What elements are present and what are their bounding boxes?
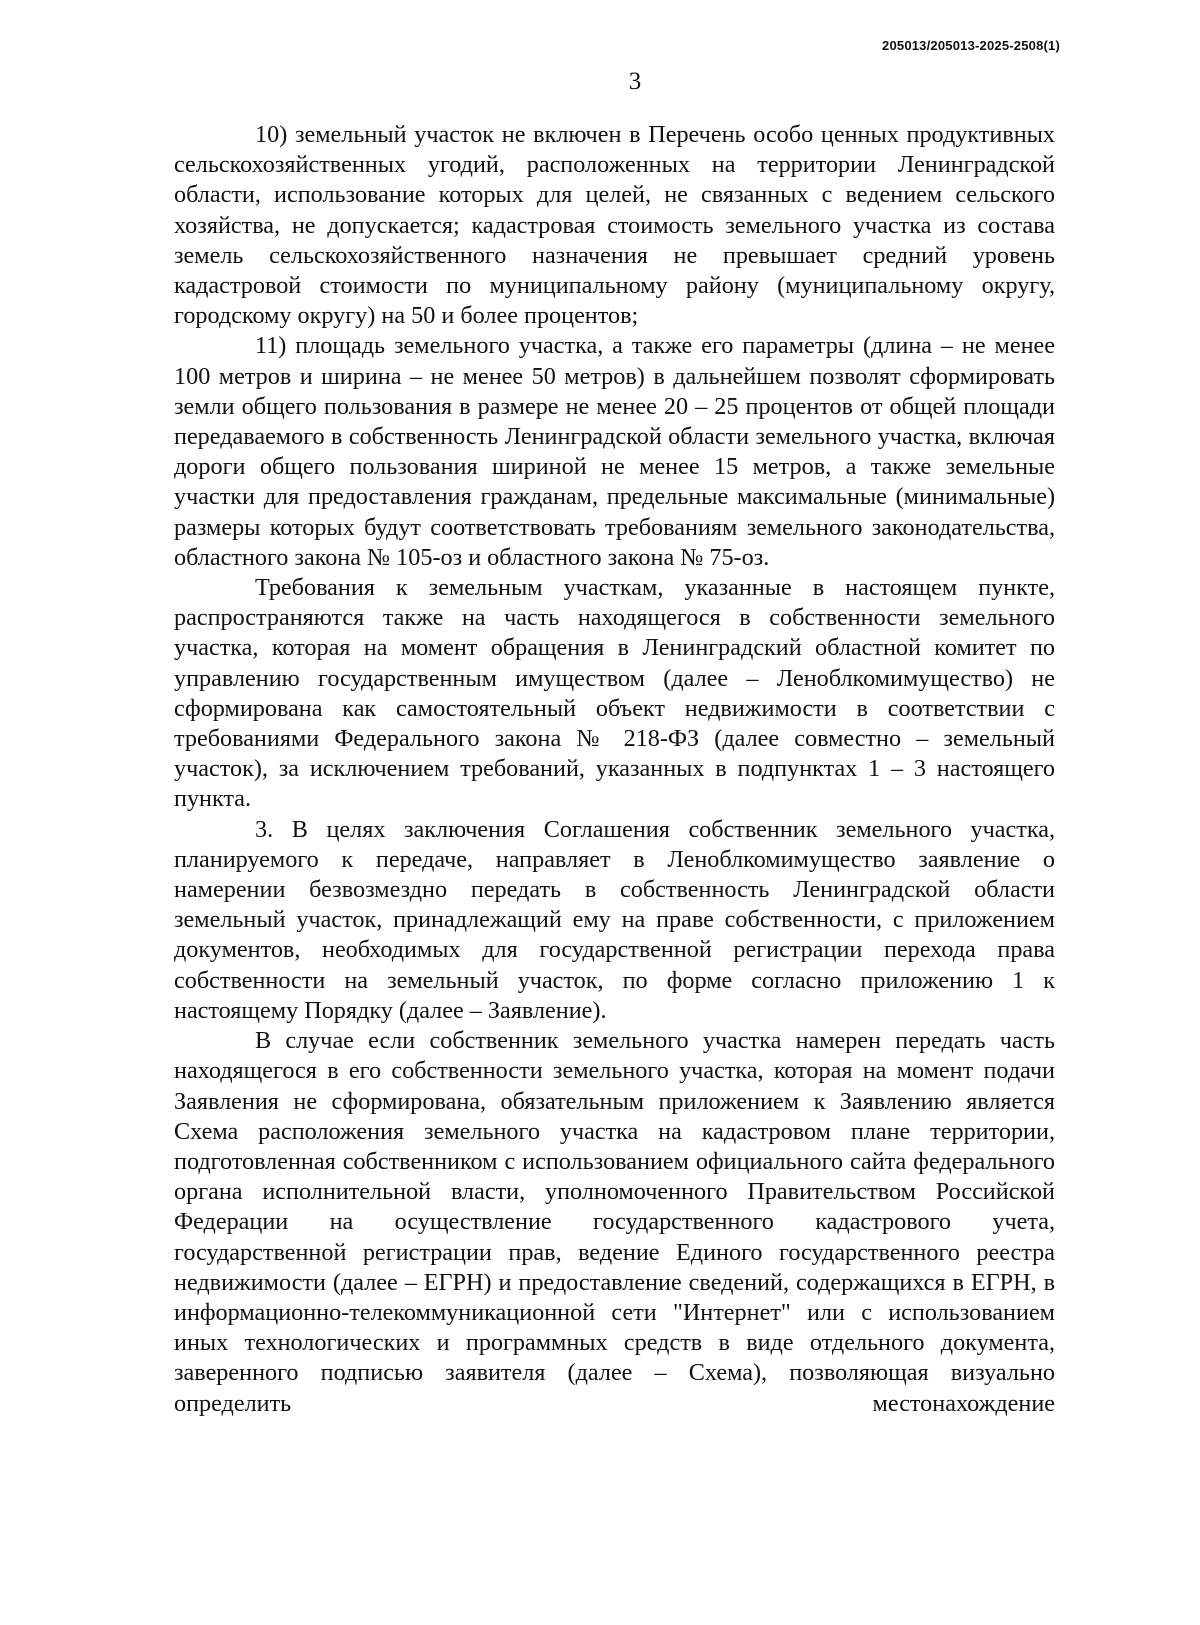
paragraph-item-11: 11) площадь земельного участка, а также его параметры (длина – не менее 100 метров и ширина – не менее 50 метров) в дальнейшем позволят сформировать земли общего пользования в размере не менее 20 – 25 процентов от общей площади передаваемого в собственность Ленинградской области земельного участка, включая дороги общего пользования шириной не менее 15 метров, а также земельные участки для предоставления гражданам, предельные максимальные (минимальные) размеры которых будут соответствовать требованиям земельного законодательства, областного закона № 105-оз и областного закона № 75-оз. bbox=[174, 332, 1055, 571]
paragraph-item-10: 10) земельный участок не включен в Перечень особо ценных продуктивных сельскохозяйственных угодий, расположенных на территории Ленинградской области, использование которых для целей, не связанных с ведением сельского хозяйства, не допускается; кадастровая стоимость земельного участка из состава земель сельскохозяйственного назначения не превышает средний уровень кадастровой стоимости по муниципальному району (муниципальному округу, городскому округу) на 50 и более процентов; bbox=[174, 121, 1055, 330]
document-body bbox=[174, 120, 1055, 1419]
paragraph-partial-plot: В случае если собственник земельного участка намерен передать часть находящегося в его собственности земельного участка, которая на момент подачи Заявления не сформирована, обязательным приложением к Заявлению является Схема расположения земельного участка на кадастровом плане территории, подготовленная собственником с использованием официального сайта федерального органа исполнительной власти, уполномоченного Правительством Российской Федерации на осуществление государственного кадастрового учета, государственной регистрации прав, ведение Единого государственного реестра недвижимости (далее – ЕГРН) и предоставление сведений, содержащихся в ЕГРН, в информационно-телекоммуникационной сети "Интернет" или с использованием иных технологических и программных средств в виде отдельного документа, заверенного подписью заявителя (далее – Схема), позволяющая визуально определить местонахождение bbox=[174, 1027, 1055, 1417]
page-number: 3 bbox=[628, 68, 642, 95]
document-id: 205013/205013-2025-2508(1) bbox=[882, 38, 1060, 53]
paragraph-requirements: Требования к земельным участкам, указанные в настоящем пункте, распространяются также на часть находящегося в собственности земельного участка, которая на момент обращения в Ленинградский областной комитет по управлению государственным имуществом (далее – Леноблкомимущество) не сформирована как самостоятельный объект недвижимости в соответствии с требованиями Федерального закона № 218-ФЗ (далее совместно – земельный участок), за исключением требований, указанных в подпунктах 1 – 3 настоящего пункта. bbox=[174, 574, 1055, 813]
paragraph-clause-3: 3. В целях заключения Соглашения собственник земельного участка, планируемого к передаче, направляет в Леноблкомимущество заявление о намерении безвозмездно передать в собственность Ленинградской области земельный участок, принадлежащий ему на праве собственности, с приложением документов, необходимых для государственной регистрации перехода права собственности на земельный участок, по форме согласно приложению 1 к настоящему Порядку (далее – Заявление). bbox=[174, 815, 1055, 1024]
